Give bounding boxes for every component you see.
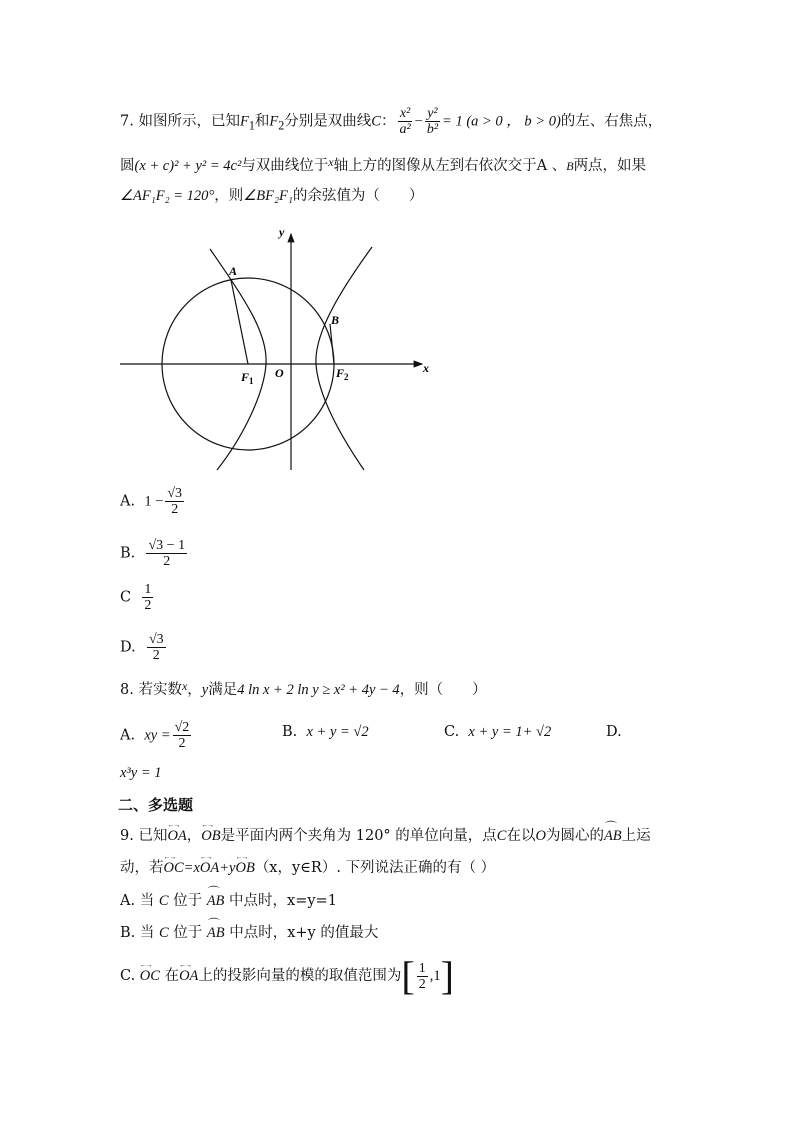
frac-denominator: 2 — [152, 648, 160, 663]
q8-option-d-expr — [120, 763, 162, 783]
q9-text: ， — [186, 828, 202, 844]
frac-numerator: y² — [427, 106, 438, 121]
arc-ab: ⌒ AB — [207, 923, 225, 943]
hyperbola-left-branch — [210, 249, 266, 470]
q9-text: 在以 — [506, 828, 536, 844]
angle-af1f2: ∠AF₁F₂ = 120° — [120, 188, 215, 204]
q8-option-d — [606, 722, 622, 742]
point-c-symbol: C — [496, 828, 507, 844]
segment-bf2 — [330, 324, 334, 364]
q7-text: 7. 如图所示，已知 — [120, 113, 240, 130]
option-label: A. — [120, 493, 136, 510]
circle-equation: (x + c)² + y² = 4c² — [134, 158, 242, 174]
option-expression: xy = — [144, 727, 171, 744]
f1-letter: F — [241, 370, 250, 384]
option-expression: x + y = 1+ √2 — [468, 724, 552, 740]
option-label: B. — [120, 545, 136, 562]
q7-line-3 — [120, 186, 423, 206]
fraction-x2-a2 — [397, 106, 412, 137]
hyperbola-circle-figure — [118, 222, 438, 474]
q9-text: 是平面内两个夹角为 120° 的单位向量，点 — [220, 828, 497, 844]
f2-symbol: F — [269, 113, 279, 130]
q9-line-1 — [120, 826, 651, 846]
vector-oa: ←→ OA — [179, 954, 198, 998]
option-fraction — [165, 486, 184, 517]
q7-option-c — [120, 582, 155, 613]
q9-line-2 — [120, 858, 495, 878]
y-symbol: y — [201, 682, 209, 698]
x-symbol: x — [328, 155, 334, 169]
option-prefix: 1 − — [144, 493, 164, 510]
option-fraction — [173, 720, 192, 751]
frac-numerator: √2 — [174, 720, 190, 735]
q8-option-c — [444, 722, 551, 742]
frac-denominator: 2 — [171, 502, 179, 517]
q9-option-a — [120, 891, 337, 911]
option-text: C. — [120, 968, 136, 984]
q8-text: ，则（ ） — [399, 682, 487, 698]
q8-option-a — [120, 720, 193, 751]
f2-sub: 2 — [344, 372, 349, 382]
option-label: D. — [606, 724, 622, 740]
point-c-symbol: C — [158, 893, 169, 909]
option-label: D. — [120, 639, 136, 656]
q9-option-c — [120, 954, 454, 998]
arc-ab: ⌒ AB — [207, 891, 225, 911]
q8-stem — [120, 676, 487, 700]
q7-text: 的余弦值为（ ） — [292, 188, 424, 204]
option-text: 在 — [164, 968, 180, 984]
hyperbola-condition: = 1 (a > 0 ， b > 0) — [442, 113, 561, 130]
q7-option-b — [120, 538, 189, 569]
option-label: A. — [120, 727, 136, 744]
origin-label: O — [275, 366, 284, 380]
option-label: B. — [282, 724, 298, 740]
vector-ob: ←→ OB — [235, 858, 254, 878]
point-a-label: A — [229, 264, 238, 278]
right-bracket: ] — [440, 953, 454, 998]
option-text: B. 当 — [120, 925, 155, 941]
frac-numerator: x² — [399, 106, 411, 121]
left-bracket: [ — [401, 953, 415, 998]
q9-option-b — [120, 923, 378, 943]
q9-text: 为圆心的 — [545, 828, 604, 844]
option-text: A. 当 — [120, 893, 155, 909]
f2-letter: F — [336, 366, 345, 380]
frac-numerator: √3 — [148, 632, 164, 647]
q7-text: ，则 — [214, 188, 244, 204]
vector-oa: ←→ OA — [167, 826, 186, 846]
option-expression: x³y = 1 — [120, 765, 162, 781]
q7-text: 轴上方的图像从左到右依次交于A 、 — [333, 158, 567, 174]
angle-bf2f1: ∠BF₂F₁ — [243, 188, 293, 204]
option-text: 上的投影向量的模的取值范围为 — [198, 968, 402, 984]
frac-denominator: 2 — [418, 976, 426, 992]
minus-sign: − — [414, 113, 423, 130]
fraction-y2-b2 — [425, 106, 440, 137]
q7-text: ： — [380, 113, 396, 130]
q9-text: 动，若 — [120, 860, 164, 876]
x-axis-label: x — [423, 361, 429, 375]
hyperbola-name: C — [371, 113, 381, 130]
f2-subscript: 2 — [278, 118, 285, 133]
option-fraction — [142, 582, 153, 613]
f1-symbol: F — [239, 113, 249, 130]
frac-numerator: 1 — [418, 960, 426, 976]
frac-numerator: √3 — [167, 486, 183, 501]
inequality: 4 ln x + 2 ln y ≥ x² + 4y − 4 — [237, 682, 400, 698]
frac-denominator: a² — [399, 122, 411, 137]
q7-text: 与双曲线位于 — [241, 158, 329, 174]
vector-oa: ←→ OA — [200, 858, 219, 878]
point-o-symbol: O — [535, 828, 546, 844]
equation-part: =x — [183, 860, 200, 876]
f1-label — [240, 370, 254, 386]
option-text: 位于 — [173, 925, 203, 941]
option-fraction — [146, 538, 187, 569]
q9-text: 上运 — [621, 828, 651, 844]
option-text: 中点时，x+y 的值最大 — [229, 925, 379, 941]
f1-subscript: 1 — [248, 118, 255, 133]
option-label: C. — [444, 724, 460, 740]
hyperbola-right-branch — [316, 247, 372, 470]
x-symbol: x — [181, 679, 188, 693]
q7-line-2 — [120, 152, 646, 176]
q8-text: 8. 若实数 — [120, 682, 182, 698]
q7-option-a — [120, 486, 186, 517]
option-text: 位于 — [173, 893, 203, 909]
vector-oc: ←→ OC — [164, 858, 184, 878]
q9-text: （x，y∈R）. 下列说法正确的有（ ） — [254, 860, 496, 876]
q7-text: 和 — [254, 113, 270, 130]
f1-sub: 1 — [249, 376, 254, 386]
q7-text: 的左、右焦点， — [560, 113, 663, 130]
vector-oc: ←→ OC — [140, 954, 160, 998]
q7-text: 圆 — [120, 158, 135, 174]
frac-numerator: 1 — [144, 582, 152, 597]
frac-denominator: 2 — [163, 554, 171, 569]
q9-text: 9. 已知 — [120, 828, 168, 844]
frac-denominator: b² — [426, 122, 439, 137]
option-label: C — [120, 589, 132, 606]
q7-text: 分别是双曲线 — [284, 113, 372, 130]
f2-label — [335, 366, 349, 382]
q8-option-b — [282, 722, 369, 742]
q8-text: 满足 — [208, 682, 238, 698]
point-b-symbol: B — [566, 159, 574, 173]
option-fraction — [147, 632, 166, 663]
frac-numerator: √3 − 1 — [148, 538, 186, 553]
q7-text: 两点，如果 — [573, 158, 647, 174]
equation-part: +y — [219, 860, 236, 876]
frac-denominator: 2 — [178, 736, 186, 751]
vector-ob: ←→ OB — [201, 826, 220, 846]
option-text: 中点时，x=y=1 — [229, 893, 337, 909]
section-heading: 二、多选题 — [118, 796, 194, 814]
arc-ab: ⌒ AB — [604, 826, 622, 846]
q8-text: ， — [187, 682, 202, 698]
q7-option-d — [120, 632, 168, 663]
frac-denominator: 2 — [144, 598, 152, 613]
option-fraction — [417, 961, 428, 992]
option-expression: x + y = √2 — [306, 724, 369, 740]
point-b-label: B — [331, 313, 340, 327]
interval-end: ,1 — [429, 968, 441, 984]
y-axis-label: y — [279, 225, 285, 239]
point-c-symbol: C — [158, 925, 169, 941]
q7-line-1 — [120, 106, 662, 137]
